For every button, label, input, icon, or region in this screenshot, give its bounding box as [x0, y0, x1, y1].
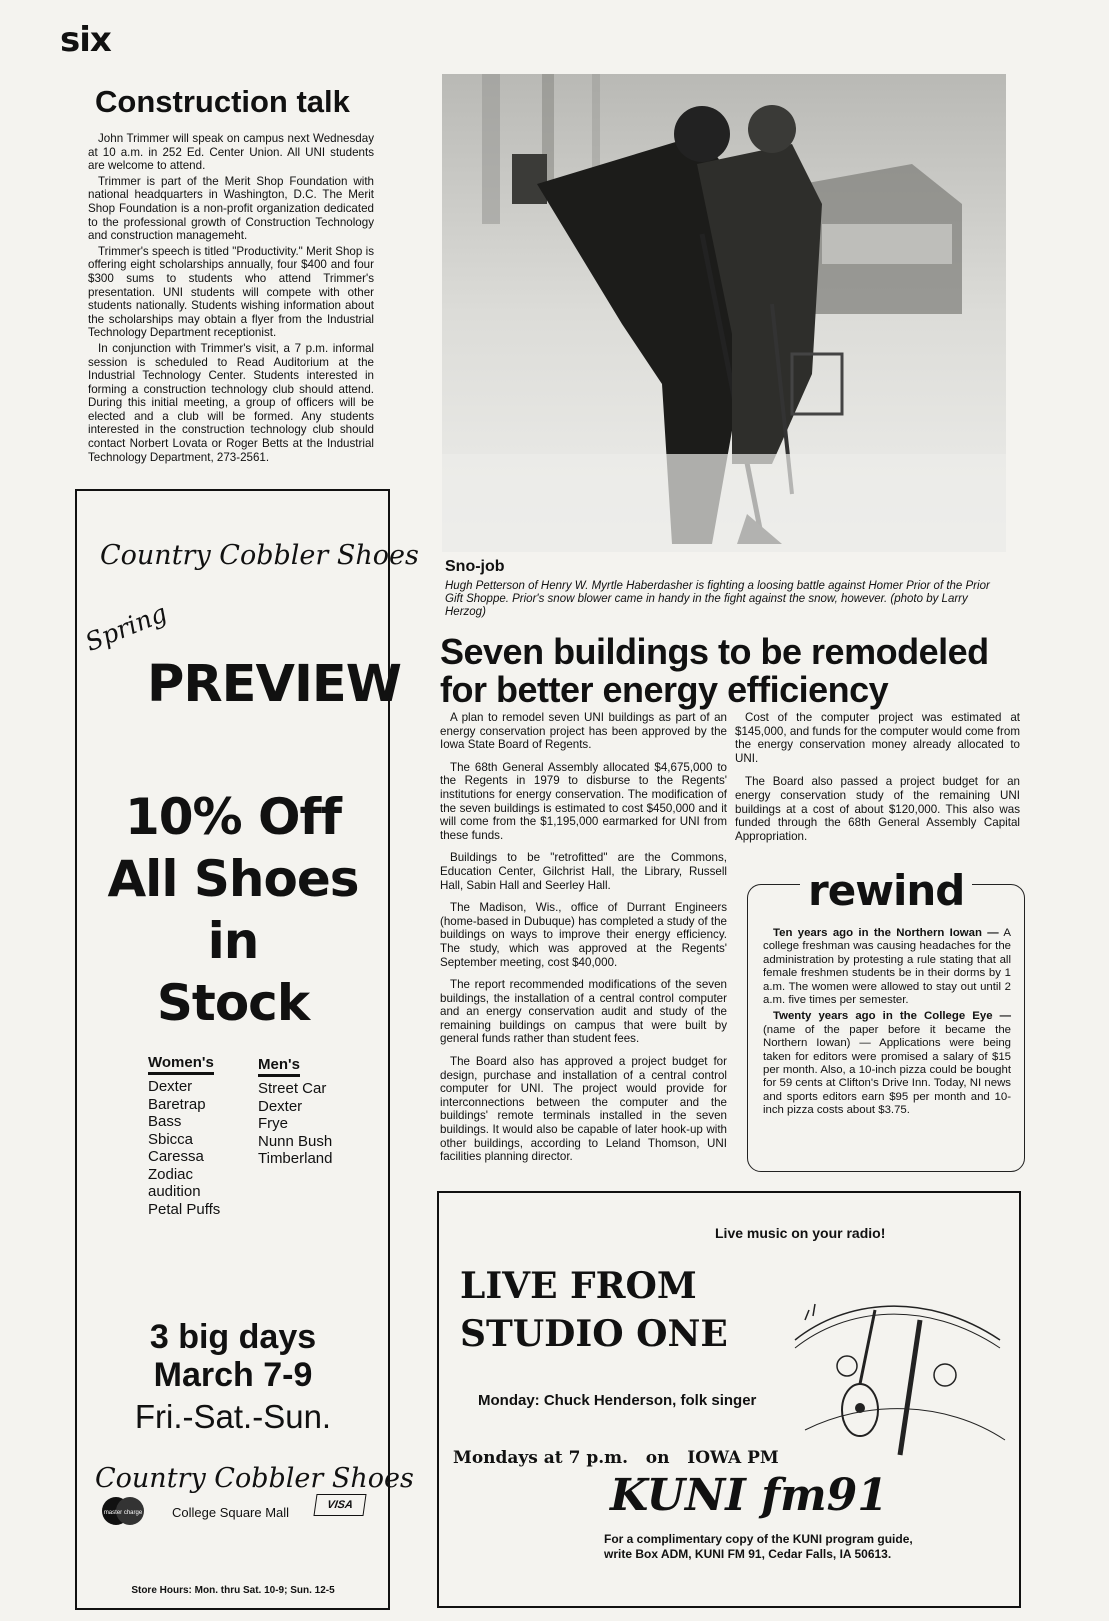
energy-article-right-column [735, 711, 1020, 845]
brand-item: Timberland [258, 1150, 333, 1167]
energy-paragraph: The Board also passed a project budget for an energy conservation study of the remaining UNI buildings at a cost of about $120,000. This also was funded through the 68th General Assembly Capital Appropriation. [735, 775, 1020, 843]
sale-dates-line: March 7-9 [153, 1356, 313, 1394]
energy-paragraph: Buildings to be "retrofitted" are the Commons, Education Center, Gilchrist Hall, the Library, Russell Hall, Sabin Hall and Seerley Hall. [440, 851, 727, 892]
men-brands [258, 1056, 332, 1168]
offer-line: 10% Off [124, 788, 342, 846]
rewind-item-lead: Ten years ago in the Northern Iowan — [773, 927, 999, 939]
brand-item: Nunn Bush [258, 1132, 333, 1150]
show-title-line: LIVE FROM [460, 1265, 697, 1307]
show-title-line: STUDIO ONE [460, 1313, 728, 1355]
men-heading: Men's [258, 1056, 300, 1077]
construction-paragraph: Trimmer's speech is titled "Productivity." Merit Shop is offering eight scholarships annually, four $400 and four $300 sums to students who attend Trimmer's presentation. UNI students will compete with other students nationally. Students wishing information about the scholarships may obtain a flyer from the Industrial Technology Department receptionist. [88, 244, 374, 340]
energy-article-left-column [440, 711, 727, 1166]
energy-paragraph: A plan to remodel seven UNI buildings as part of an energy conservation project has been approved by the Iowa State Board of Regents. [440, 711, 727, 752]
construction-paragraph: John Trimmer will speak on campus next Wednesday at 10 a.m. in 252 Ed. Center Union. All UNI students are welcome to attend. [88, 132, 374, 173]
page-number: six [60, 20, 111, 60]
brand-item: audition [148, 1183, 201, 1200]
sale-days: Fri.-Sat.-Sun. [134, 1398, 332, 1435]
energy-paragraph: The 68th General Assembly allocated $4,675,000 to the Regents in 1979 to disburse to the Regents' institutions for energy conservation. The modification of the seven buildings is estimated to cost $450,000 and it will come from the $1,195,000 earmarked for UNI from these funds. [440, 760, 727, 842]
rewind-item [763, 927, 1011, 1007]
mastercharge-logo [98, 1496, 148, 1526]
energy-headline: Seven buildings to be remodeled for better energy efficiency [440, 631, 989, 710]
construction-headline: Construction talk [95, 84, 350, 119]
offer-line: Stock [156, 974, 310, 1032]
rewind-item-text: A college freshman was causing headaches for the administration by protesting a rule stating that all female freshmen students be in their dorms by 1 a.m. The women were allowed to stay out until 2 a.m. five times per semester. [763, 927, 1011, 1007]
energy-paragraph: The Board also has approved a project budget for design, purchase and installation of a central control computer for UNI. The project would provide for interconnections between the computer and the buildings' remote terminals installed in the seven buildings. It would also be capable of later hook-up with other buildings, according to Leland Thomson, UNI facilities planning director. [440, 1055, 727, 1164]
energy-paragraph: Cost of the computer project was estimated at $145,000, and funds for the computer would come from the energy conservation money already allocated to UNI. [735, 711, 1020, 765]
sale-dates [78, 1318, 388, 1394]
kuni-schedule: Mondays at 7 p.m. on IOWA PM [453, 1448, 779, 1468]
brand-item: Dexter [148, 1078, 193, 1095]
brand-item: Caressa [148, 1148, 204, 1165]
brand-item: Street Car [258, 1080, 327, 1097]
brand-item: Dexter [258, 1097, 303, 1115]
rewind-item-text: (name of the paper before it became the Northern Iowan) — Applications were being taken for editors were promised a salary of $15 per month. Also, a 10-inch pizza could be bought for 59 cents at Clifton's Drive Inn. Today, NI news and sports editors earn $95 per month and 10-inch pizza costs about $3.75. [763, 1023, 1011, 1117]
offer-line: All Shoes in [107, 850, 359, 970]
construction-article [88, 132, 374, 466]
women-brands [148, 1054, 220, 1218]
energy-paragraph: The Madison, Wis., office of Durrant Engineers (home-based in Dubuque) has completed a study of the buildings on ways to improve their energy efficiency. The study, which was approved at the Regents' September meeting, cost $40,000. [440, 901, 727, 969]
kuni-show-title [460, 1262, 728, 1358]
store-location: College Square Mall [172, 1505, 290, 1520]
energy-paragraph: The report recommended modifications of the seven buildings, the installation of a central control computer and an energy conservation audit and study of the remaining buildings on campus that were built by general funds rather than student fees. [440, 978, 727, 1046]
rewind-item [763, 1010, 1011, 1117]
brand-item: Baretrap [148, 1095, 206, 1113]
brand-item: Sbicca [148, 1130, 194, 1148]
spring-label: Spring [81, 598, 171, 657]
store-hours: Store Hours: Mon. thru Sat. 10-9; Sun. 12-5 [131, 1585, 335, 1596]
women-brand-list [148, 1078, 220, 1218]
kuni-guide-offer: For a complimentary copy of the KUNI program guide, write Box ADM, KUNI FM 91, Cedar Falls, IA 50613. [604, 1532, 913, 1561]
rewind-text [763, 927, 1011, 1121]
construction-paragraph: In conjunction with Trimmer's visit, a 7 p.m. informal session is scheduled to Read Auditorium at the Industrial Technology Center. Students interested in forming a construction technology club should attend. During this initial meeting, a group of officers will be elected and a club will be formed. Any students interested in the construction technology club should contact Norbert Lovata or Roger Betts at the Industrial Technology Department, 273-2561. [88, 341, 374, 464]
sale-dates-line: 3 big days [149, 1318, 317, 1356]
kuni-station-logo: KUNI fm91 [610, 1470, 888, 1521]
photo-illustration [442, 74, 1006, 552]
kuni-tagline: Live music on your radio! [715, 1225, 886, 1241]
brand-item: Frye [258, 1115, 288, 1132]
rewind-item-lead: Twenty years ago in the College Eye — [773, 1010, 1011, 1023]
discount-offer [78, 786, 388, 1034]
women-heading: Women's [148, 1054, 214, 1075]
cobbler-logo: Country Cobbler Shoes [95, 1463, 414, 1494]
construction-paragraph: Trimmer is part of the Merit Shop Foundation with national headquarters in Washington, D.C. The Merit Shop Foundation is a non-profit organization dedicated to the professional growth of Construction Technology and construction managemeht. [88, 174, 374, 243]
snow-shoveling-photo [442, 74, 1006, 552]
visa-logo: VISA [313, 1494, 366, 1516]
photo-caption: Hugh Petterson of Henry W. Myrtle Haberdasher is fighting a loosing battle against Homer Prior of the Prior Gift Shoppe. Prior's snow blower came in handy in the fight against the snow, however. (photo by Larry Herzog) [445, 580, 990, 618]
mastercharge-label: master charge [103, 1510, 143, 1516]
guitar-clarinet-icon [785, 1280, 1010, 1465]
cobbler-logo: Country Cobbler Shoes [100, 540, 419, 571]
brand-item: Petal Puffs [148, 1200, 221, 1218]
men-brand-list [258, 1080, 332, 1168]
mastercharge-icon [98, 1496, 148, 1526]
brand-item: Zodiac [148, 1165, 194, 1183]
brand-item: Bass [148, 1113, 182, 1130]
photo-caption-title: Sno-job [445, 558, 505, 575]
preview-label: PREVIEW [147, 655, 402, 714]
rewind-title: rewind [800, 866, 972, 915]
musical-instruments-illustration [785, 1280, 1010, 1465]
kuni-performer: Monday: Chuck Henderson, folk singer [478, 1392, 757, 1409]
